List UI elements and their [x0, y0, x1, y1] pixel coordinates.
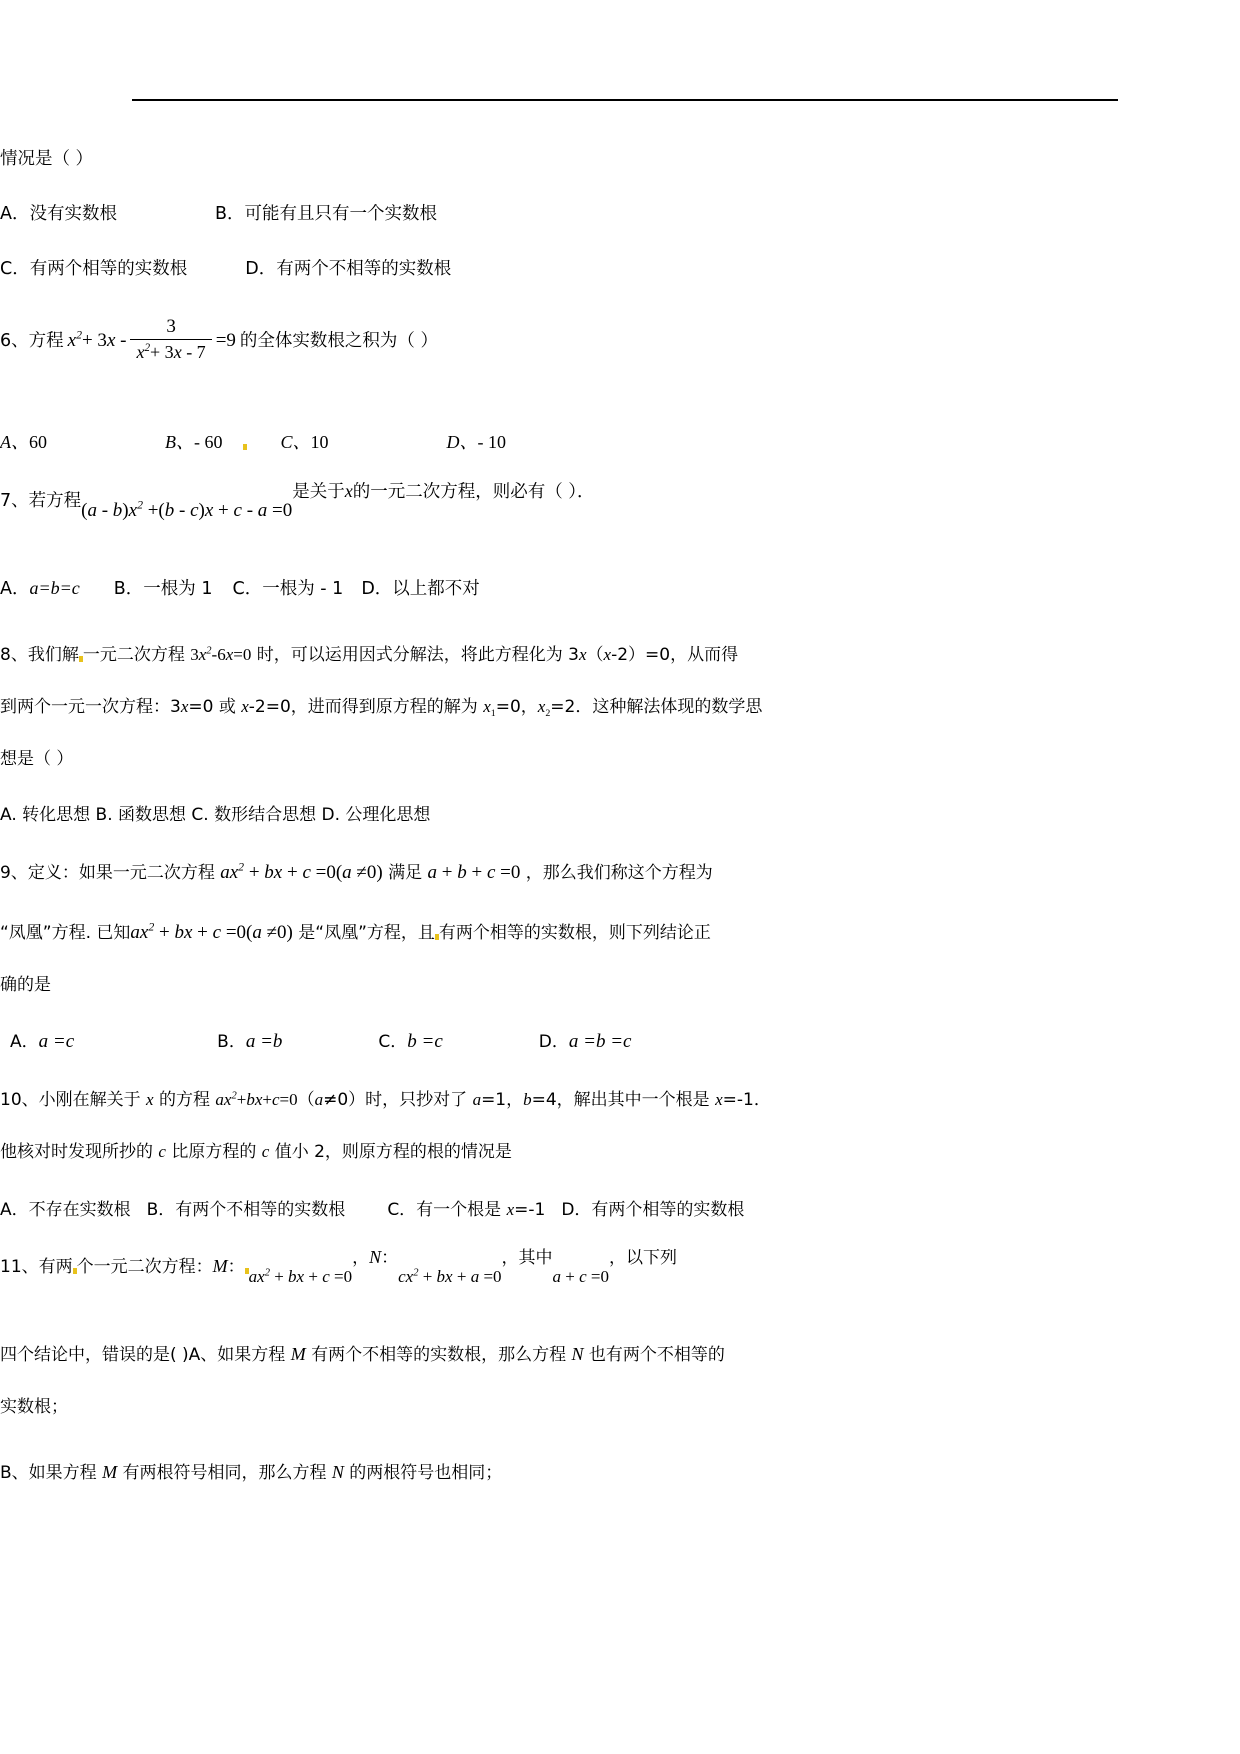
q7-option-d-text: 以上都不对 — [392, 579, 480, 599]
q9-cond-plus2: + — [471, 862, 483, 883]
q8-line2-part4: =0， — [495, 697, 538, 717]
q11-ac-a: a — [552, 1267, 562, 1286]
q8-line1-part4: （ — [586, 645, 604, 665]
q6-lead: 方程 — [28, 330, 64, 351]
q9-option-d[interactable] — [539, 1032, 632, 1052]
q6-option-b-label: B、 — [165, 432, 194, 452]
q6-option-c-label: C、 — [280, 432, 311, 452]
q8-line1-part2: 一元二次方程 — [82, 645, 191, 665]
q9-l2-x2: x — [183, 922, 193, 943]
q9-plus1: + — [248, 862, 260, 883]
q9-equation-2 — [130, 922, 292, 943]
q7-x2: x — [204, 500, 214, 521]
question-10-options — [0, 1195, 880, 1220]
q5-option-c[interactable]: C．有两个相等的实数根 — [0, 259, 188, 279]
question-9-line-2 — [0, 918, 880, 944]
q9-l2-plus1: + — [159, 922, 170, 943]
q9-option-a-expr: a =c — [38, 1031, 75, 1052]
q9-l2-a: a — [130, 922, 140, 943]
q11-label-M: M — [212, 1256, 228, 1276]
q10-number: 10、 — [0, 1090, 39, 1110]
q9-line2-part3: 有两个相等的实数根，则下列结论正 — [438, 923, 711, 943]
q10-line1-part6: ≠0）时，只抄对了 — [323, 1090, 473, 1110]
q11-colon-2: ： — [381, 1248, 399, 1268]
q9-option-b-label: B． — [217, 1032, 246, 1052]
q9-condition — [428, 862, 521, 883]
q10-line2-part3: 值小 2，则原方程的根的情况是 — [269, 1142, 512, 1162]
q8-line2-part5: =2．这种解法体现的数学思 — [550, 697, 763, 717]
q10-x: x — [146, 1090, 154, 1109]
q7-tail-2: 的一元二次方程，则必有（ ）． — [352, 482, 595, 502]
q9-option-a-label: A． — [10, 1032, 39, 1052]
q9-l2-equals: =0( — [225, 922, 253, 943]
question-7-options — [0, 575, 880, 600]
q9-l2-a2: a — [252, 922, 262, 943]
q8-x: x — [198, 645, 207, 664]
q7-option-a-label: A． — [0, 579, 30, 599]
question-11-option-b — [0, 1458, 880, 1483]
q7-option-d[interactable] — [361, 579, 479, 599]
question-11-line-1 — [0, 1247, 880, 1286]
q9-cond-b: b — [457, 862, 467, 883]
q7-c2: c — [233, 500, 242, 521]
q6-number: 6、 — [0, 330, 29, 351]
q8-l2-x1: x — [180, 697, 189, 716]
q9-line1-part1: 定义：如果一元二次方程 — [27, 863, 221, 883]
q11-equation-N — [398, 1267, 501, 1286]
q10-option-c-x: x — [506, 1200, 515, 1219]
q11-N-x-exponent: 2 — [413, 1267, 419, 1279]
q6-option-b-value: - 60 — [194, 432, 223, 452]
q10-line1-part1: 小刚在解关于 — [38, 1090, 147, 1110]
question-9-options — [0, 1027, 890, 1053]
q8-line3: 想是（ ） — [0, 749, 74, 769]
q11-M-a: a — [248, 1267, 258, 1286]
q7-tail-1: 是关于 — [292, 482, 345, 502]
q11-M-x2: x — [296, 1267, 305, 1286]
highlight-mark — [435, 934, 439, 940]
q7-option-a[interactable] — [0, 579, 80, 599]
q11-line2-part2: 有两个不相等的实数根，那么方程 — [305, 1345, 572, 1365]
q11-comma-1: ， — [352, 1248, 370, 1268]
q10-line2-part2: 比原方程的 — [165, 1142, 262, 1162]
header-rule — [132, 99, 1118, 101]
q11-comma-2: ， — [501, 1248, 519, 1268]
q6-option-d-label: D、 — [446, 432, 478, 452]
q8-options-text[interactable]: A. 转化思想 B. 函数思想 C. 数形结合思想 D. 公理化思想 — [0, 805, 431, 825]
q9-l2-b: b — [174, 922, 184, 943]
q6-den-minus: - 7 — [186, 342, 206, 362]
highlight-mark — [73, 1268, 77, 1274]
q9-x-exponent: 2 — [238, 860, 245, 874]
q11-ac-c: c — [579, 1267, 587, 1286]
q7-a: a — [87, 500, 97, 521]
q9-option-b-expr: a =b — [245, 1031, 283, 1052]
question-8-line-2 — [0, 692, 880, 720]
q7-plus: + — [147, 500, 159, 521]
q8-x4: x — [603, 645, 612, 664]
q6-den-exponent: 2 — [144, 342, 151, 354]
question-11-line-2 — [0, 1340, 880, 1365]
q8-l2-x3: x — [483, 697, 491, 716]
q7-lead: 若方程 — [28, 491, 82, 511]
question-5-options-line-1 — [0, 200, 880, 225]
q6-option-a-label: A、 — [0, 432, 29, 452]
q11-N-equals: =0 — [483, 1267, 502, 1286]
q10-line2-part1: 他核对时发现所抄的 — [0, 1142, 159, 1162]
q7-a2: a — [257, 500, 268, 521]
q6-option-d[interactable] — [447, 432, 507, 452]
q7-minus1: - — [101, 500, 109, 521]
q9-line3: 确的是 — [0, 975, 51, 995]
q11-line1-part3: 其中 — [518, 1248, 553, 1268]
q7-formula — [81, 500, 292, 521]
q10-a: a — [215, 1090, 224, 1109]
q8-x-exponent: 2 — [206, 645, 212, 657]
question-10-line-2 — [0, 1137, 880, 1162]
q9-line2-part1: “凤凰”方程. 已知 — [0, 923, 131, 943]
q9-line1-part3: ，那么我们称这个方程为 — [520, 863, 713, 883]
q7-tail-variable: x — [344, 481, 353, 501]
q9-a: a — [220, 862, 230, 883]
q11-line2-part3: 也有两个不相等的 — [583, 1345, 725, 1365]
q11-label-N: N — [369, 1247, 382, 1267]
q8-line1-part3: 时，可以运用因式分解法，将此方程化为 3 — [251, 645, 579, 665]
q6-tail: 的全体实数根之积为（ ） — [239, 330, 438, 351]
q6-den-x: x — [136, 342, 145, 362]
q5-stem-text: 情况是（ ） — [0, 149, 94, 169]
q6-minus: - — [120, 329, 127, 351]
q8-line2-part2: =0 或 — [188, 697, 242, 717]
q6-fraction — [130, 316, 211, 363]
q9-l2-c: c — [212, 922, 222, 943]
q11-ac-plus: + — [565, 1267, 575, 1286]
q9-l2-x: x — [139, 922, 149, 943]
q7-paren-open-2: ( — [158, 500, 165, 521]
q8-l2-x2: x — [241, 697, 249, 716]
question-7-stem — [0, 481, 880, 521]
q6-x-exponent: 2 — [76, 328, 82, 342]
q9-number: 9、 — [0, 863, 28, 883]
q8-l2-x4: x — [537, 697, 546, 716]
highlight-mark — [243, 444, 247, 450]
q6-expression — [67, 316, 236, 362]
q10-option-d[interactable]: D．有两个相等的实数根 — [561, 1200, 745, 1220]
q6-option-b[interactable] — [165, 432, 223, 452]
q8-l2-sub1: 1 — [490, 708, 496, 720]
q11-N-a: a — [470, 1267, 480, 1286]
q11-M-plus2: + — [308, 1267, 318, 1286]
q9-x2: x — [273, 862, 283, 883]
q10-option-a[interactable]: A．不存在实数根 — [0, 1200, 131, 1220]
q8-line1-part5: -2）=0，从而得 — [611, 645, 739, 665]
question-6-stem — [0, 318, 880, 365]
q11-M-plus1: + — [274, 1267, 284, 1286]
question-11-line-3 — [0, 1392, 880, 1417]
question-9-line-3 — [0, 970, 880, 995]
q7-option-c-label: C． — [232, 579, 263, 599]
q9-cond-plus1: + — [441, 862, 453, 883]
question-10-line-1 — [0, 1085, 880, 1110]
q8-equals-0: =0 — [233, 645, 252, 664]
q7-option-b[interactable] — [114, 579, 213, 599]
q7-option-d-label: D． — [361, 579, 393, 599]
q10-option-c-prefix: C．有一个根是 — [387, 1200, 507, 1220]
q10-x-exponent: 2 — [231, 1090, 237, 1102]
question-8-line-1 — [0, 640, 880, 665]
q10-plus2: + — [262, 1090, 272, 1109]
q11-l4-M: M — [102, 1462, 118, 1482]
q10-c: c — [271, 1090, 280, 1109]
q7-option-b-text: 一根为 1 — [143, 579, 213, 599]
q10-option-c-value: =-1 — [514, 1200, 546, 1220]
q7-equals: =0 — [272, 500, 293, 521]
q7-x: x — [128, 500, 138, 521]
q10-line1-part7: =1， — [481, 1090, 524, 1110]
q6-x: x — [67, 329, 77, 351]
q9-line1-part2: 满足 — [382, 863, 428, 883]
q11-equation-M — [249, 1267, 352, 1286]
q7-option-c-text: 一根为 - 1 — [262, 579, 344, 599]
q7-paren-close-2: ) — [198, 500, 205, 521]
question-6-options — [0, 428, 880, 454]
q10-a3: a — [472, 1090, 482, 1109]
q8-coef-3: 3 — [190, 645, 199, 664]
q10-b: b — [246, 1090, 255, 1109]
q11-N-plus2: + — [456, 1267, 467, 1286]
q10-l2-c: c — [158, 1142, 166, 1161]
q11-l4-N: N — [331, 1462, 344, 1482]
q11-line4-part3: 的两根符号也相同； — [343, 1463, 503, 1483]
q10-plus1: + — [236, 1090, 247, 1109]
q11-N-x2: x — [445, 1267, 453, 1286]
q9-option-b[interactable] — [217, 1032, 282, 1052]
q10-b2: b — [523, 1090, 532, 1109]
q11-N-plus1: + — [422, 1267, 433, 1286]
q8-minus-6: -6 — [211, 645, 226, 664]
q6-fraction-numerator: 3 — [166, 316, 176, 337]
q11-line1-part4: ，以下列 — [609, 1248, 678, 1268]
q5-option-b[interactable]: B．可能有且只有一个实数根 — [214, 204, 437, 224]
q11-M-b: b — [288, 1267, 297, 1286]
q7-minus2: - — [179, 500, 186, 521]
q10-equation — [215, 1090, 323, 1109]
q11-line4-part1: B、如果方程 — [0, 1463, 103, 1483]
q9-option-d-expr: a =b =c — [568, 1031, 632, 1052]
q11-ac-equals: =0 — [590, 1267, 610, 1286]
q6-option-c[interactable] — [281, 432, 329, 452]
question-5-options-line-2 — [0, 255, 880, 280]
question-9-line-1 — [0, 858, 880, 884]
q11-M-equals: =0 — [333, 1267, 353, 1286]
q10-x2: x — [223, 1090, 232, 1109]
q7-x-exponent: 2 — [137, 498, 143, 512]
q11-equation-ac — [553, 1267, 609, 1286]
q7-paren-open: ( — [81, 500, 88, 521]
q11-l2-N: N — [571, 1344, 584, 1364]
q10-line1-part8: =4，解出其中一个根是 — [531, 1090, 716, 1110]
q9-cond-equals: =0 — [500, 862, 521, 883]
q8-l2-sub2: 2 — [545, 708, 551, 720]
q7-option-a-text: a=b=c — [29, 578, 80, 598]
question-8-options — [0, 800, 880, 825]
q9-l2-not-equal-zero: ≠0) — [266, 922, 293, 943]
q10-equals-zero-paren: =0（ — [279, 1090, 315, 1109]
q10-option-b[interactable]: B．有两个不相等的实数根 — [146, 1200, 346, 1220]
q10-option-c[interactable] — [387, 1200, 545, 1220]
q9-cond-c: c — [486, 862, 496, 883]
q9-line2-part2: 是“凤凰”方程，且 — [292, 923, 435, 943]
q7-option-c[interactable] — [233, 579, 344, 599]
q6-den-x2: x — [173, 342, 182, 362]
q8-x2: x — [225, 645, 234, 664]
q7-c: c — [190, 500, 199, 521]
q6-equals: =9 — [215, 329, 236, 351]
q9-l2-x-exponent: 2 — [148, 920, 155, 934]
q11-M-x-exponent: 2 — [264, 1267, 270, 1279]
q9-option-c-expr: b =c — [407, 1031, 443, 1052]
q5-option-a[interactable]: A．没有实数根 — [0, 204, 117, 224]
q10-x3: x — [254, 1090, 263, 1109]
q8-line2-part3: -2=0，进而得到原方程的解为 — [248, 697, 484, 717]
q6-option-c-value: 10 — [310, 432, 329, 452]
q11-N-c: c — [398, 1267, 406, 1286]
q7-b: b — [112, 500, 123, 521]
q11-line1-part2: 个一元二次方程： — [76, 1257, 213, 1277]
q9-not-equal-zero: ≠0) — [356, 862, 383, 883]
q11-N-b: b — [436, 1267, 446, 1286]
q9-cond-a: a — [427, 862, 437, 883]
q11-N-x: x — [405, 1267, 414, 1286]
question-8-line-3 — [0, 744, 880, 769]
q11-line4-part2: 有两根符号相同，那么方程 — [117, 1463, 332, 1483]
q7-minus3: - — [246, 500, 254, 521]
q11-line1-part1: 有两 — [38, 1257, 73, 1277]
q9-l2-plus2: + — [197, 922, 208, 943]
q9-option-d-label: D． — [538, 1032, 569, 1052]
q8-x3: x — [578, 645, 587, 664]
q8-equation-1 — [190, 645, 251, 664]
q9-equals: =0( — [315, 862, 343, 883]
highlight-mark — [79, 656, 83, 662]
q9-x: x — [229, 862, 239, 883]
q7-option-b-label: B． — [113, 579, 144, 599]
q9-equation-1 — [220, 862, 382, 883]
q11-M-x: x — [257, 1267, 265, 1286]
q7-number: 7、 — [0, 491, 29, 511]
q11-colon-1: ： — [227, 1257, 245, 1277]
q11-line2-part1: 四个结论中，错误的是( )A、如果方程 — [0, 1345, 291, 1365]
q6-plus: + 3 — [81, 329, 107, 351]
q11-l2-M: M — [290, 1344, 306, 1364]
q10-x4: x — [715, 1090, 723, 1109]
q6-fraction-denominator — [130, 339, 211, 363]
q7-paren-close: ) — [122, 500, 129, 521]
q5-option-d[interactable]: D．有两个不相等的实数根 — [245, 259, 452, 279]
q9-option-a[interactable] — [10, 1032, 74, 1052]
q9-b: b — [264, 862, 274, 883]
q8-line1-part1: 我们解 — [27, 645, 79, 665]
q6-option-a[interactable] — [0, 432, 47, 452]
q6-den-plus: + 3 — [150, 342, 174, 362]
q11-line3: 实数根； — [0, 1397, 68, 1417]
q10-line1-part9: =-1． — [722, 1090, 771, 1110]
q10-a2: a — [314, 1090, 324, 1109]
q8-line2-part1: 到两个一元一次方程：3 — [0, 697, 181, 717]
q9-option-c-label: C． — [378, 1032, 408, 1052]
q6-x2: x — [106, 329, 116, 351]
question-5-stem-tail — [0, 145, 880, 170]
q11-number: 11、 — [0, 1257, 39, 1277]
q6-option-d-value: - 10 — [477, 432, 507, 452]
q9-option-c[interactable] — [378, 1032, 442, 1052]
q6-option-a-value: 60 — [29, 432, 47, 452]
q8-number: 8、 — [0, 645, 28, 665]
q7-b2: b — [164, 500, 175, 521]
q9-a2: a — [342, 862, 352, 883]
q7-plus2: + — [218, 500, 229, 521]
q11-M-c: c — [322, 1267, 330, 1286]
q9-c: c — [302, 862, 311, 883]
q10-line1-part2: 的方程 — [153, 1090, 216, 1110]
q9-plus2: + — [286, 862, 298, 883]
q10-l2-c2: c — [261, 1142, 270, 1161]
